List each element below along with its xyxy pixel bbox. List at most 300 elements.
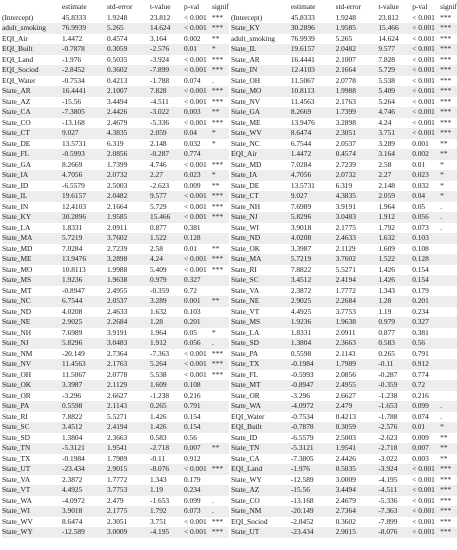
std-error-cell: 2.2684: [107, 317, 150, 328]
p-val-cell: < 0.001: [412, 128, 440, 139]
estimate-cell: 76.9939: [62, 23, 107, 34]
t-value-cell: 0.979: [150, 275, 184, 286]
table-row: [2, 160, 229, 171]
header-std-error: std-error: [107, 2, 150, 13]
table-row: [231, 401, 457, 412]
variable-cell: State_LA: [231, 328, 291, 339]
std-error-cell: 3.7753: [336, 307, 379, 318]
p-val-cell: 0.003: [184, 107, 212, 118]
estimate-cell: 4.7056: [62, 170, 107, 181]
std-error-cell: 1.7989: [336, 359, 379, 370]
std-error-cell: 1.9541: [336, 443, 379, 454]
std-error-cell: 3.2898: [336, 118, 379, 129]
variable-cell: State_NV: [2, 359, 62, 370]
table-row: [2, 170, 229, 181]
signif-cell: [440, 338, 457, 349]
estimate-cell: -20.149: [291, 506, 336, 517]
variable-cell: State_CT: [231, 191, 291, 202]
p-val-cell: 0.327: [412, 317, 440, 328]
header-signif: signif: [440, 2, 457, 11]
p-val-cell: < 0.001: [184, 464, 212, 475]
p-val-cell: < 0.001: [412, 118, 440, 129]
signif-cell: ***: [212, 359, 229, 370]
variable-cell: EQI_Built: [231, 422, 291, 433]
signif-cell: **: [440, 433, 457, 444]
estimate-cell: -4.0972: [291, 401, 336, 412]
table-row: [231, 139, 457, 150]
estimate-cell: -2.8452: [62, 65, 107, 76]
estimate-cell: 5.7219: [291, 254, 336, 265]
signif-cell: ***: [212, 517, 229, 528]
variable-cell: State_MT: [231, 380, 291, 391]
std-error-cell: 4.3835: [107, 128, 150, 139]
std-error-cell: 2.4955: [107, 286, 150, 297]
std-error-cell: 2.6627: [107, 391, 150, 402]
table-row: [2, 55, 229, 66]
t-value-cell: 5.729: [150, 202, 184, 213]
p-val-cell: 0.023: [184, 170, 212, 181]
std-error-cell: 2.479: [107, 496, 150, 507]
signif-cell: ***: [212, 65, 229, 76]
table-row: [231, 527, 457, 538]
variable-cell: State_MO: [231, 86, 291, 97]
table-row: [231, 328, 457, 339]
p-val-cell: 0.01: [184, 244, 212, 255]
estimate-cell: 11.4563: [291, 97, 336, 108]
signif-cell: ***: [212, 55, 229, 66]
t-value-cell: -7.899: [378, 517, 412, 528]
header-variable: [231, 2, 291, 13]
estimate-cell: 1.4472: [291, 149, 336, 160]
signif-cell: ***: [212, 97, 229, 108]
std-error-cell: 1.9638: [107, 275, 150, 286]
estimate-cell: -3.296: [62, 391, 107, 402]
variable-cell: State_IN: [231, 65, 291, 76]
variable-cell: EQI_Water: [2, 76, 62, 87]
signif-cell: **: [212, 107, 229, 118]
estimate-cell: 3.3987: [291, 244, 336, 255]
table-row: [231, 286, 457, 297]
header-p-val: p-val: [184, 2, 212, 13]
table-row: [2, 275, 229, 286]
std-error-cell: 2.7364: [107, 349, 150, 360]
p-val-cell: 0.01: [184, 44, 212, 55]
std-error-cell: 1.9988: [336, 86, 379, 97]
p-val-cell: 0.009: [412, 433, 440, 444]
t-value-cell: 0.265: [378, 349, 412, 360]
std-error-cell: 3.0483: [336, 212, 379, 223]
estimate-cell: -3.296: [291, 391, 336, 402]
variable-cell: State_NH: [231, 202, 291, 213]
table-row: [231, 506, 457, 517]
signif-cell: *: [212, 170, 229, 181]
signif-cell: .: [440, 212, 457, 223]
signif-cell: **: [440, 454, 457, 465]
p-val-cell: < 0.001: [412, 107, 440, 118]
std-error-cell: 1.9248: [107, 13, 150, 24]
signif-cell: **: [212, 296, 229, 307]
variable-cell: State_CO: [2, 118, 62, 129]
estimate-cell: 16.4441: [291, 55, 336, 66]
table-row: [231, 454, 457, 465]
variable-cell: State_MD: [2, 244, 62, 255]
signif-cell: ***: [440, 506, 457, 517]
estimate-cell: 13.9476: [291, 118, 336, 129]
estimate-cell: -0.7534: [62, 76, 107, 87]
estimate-cell: -6.5579: [291, 433, 336, 444]
table-row: [2, 401, 229, 412]
std-error-cell: 2.1775: [336, 223, 379, 234]
estimate-cell: -5.3121: [62, 443, 107, 454]
variable-cell: State_GA: [2, 160, 62, 171]
variable-cell: State_SC: [231, 275, 291, 286]
p-val-cell: 0.154: [412, 275, 440, 286]
std-error-cell: 3.0009: [336, 475, 379, 486]
table-row: [231, 443, 457, 454]
std-error-cell: 6.319: [107, 139, 150, 150]
std-error-cell: 2.4426: [107, 107, 150, 118]
std-error-cell: 0.5035: [107, 55, 150, 66]
t-value-cell: 7.828: [378, 55, 412, 66]
t-value-cell: 1.609: [150, 380, 184, 391]
p-val-cell: 0.128: [184, 233, 212, 244]
variable-cell: State_MS: [2, 275, 62, 286]
estimate-cell: 4.4925: [62, 485, 107, 496]
table-row: [2, 349, 229, 360]
t-value-cell: 1.964: [378, 202, 412, 213]
variable-cell: State_NV: [231, 97, 291, 108]
variable-cell: State_VT: [231, 307, 291, 318]
estimate-cell: 16.4441: [62, 86, 107, 97]
estimate-cell: -7.3805: [291, 454, 336, 465]
estimate-cell: 5.7219: [62, 233, 107, 244]
table-row: [2, 464, 229, 475]
t-value-cell: 3.289: [378, 139, 412, 150]
std-error-cell: 3.0483: [107, 338, 150, 349]
p-val-cell: 0.073: [184, 506, 212, 517]
p-val-cell: < 0.001: [184, 13, 212, 24]
signif-cell: *: [440, 160, 457, 171]
estimate-cell: -0.1984: [291, 359, 336, 370]
table-row: [2, 13, 229, 24]
t-value-cell: 5.409: [378, 86, 412, 97]
p-val-cell: < 0.001: [412, 55, 440, 66]
std-error-cell: 2.0856: [336, 370, 379, 381]
variable-cell: adult_smoking: [231, 34, 291, 45]
variable-cell: State_KY: [2, 212, 62, 223]
table-row: [2, 296, 229, 307]
variable-cell: State_VA: [2, 475, 62, 486]
p-val-cell: 0.774: [184, 149, 212, 160]
variable-cell: EQI_Water: [231, 412, 291, 423]
std-error-cell: 3.4494: [107, 97, 150, 108]
t-value-cell: -2.623: [150, 181, 184, 192]
t-value-cell: 1.522: [150, 233, 184, 244]
table-row: [2, 359, 229, 370]
std-error-cell: 5.5271: [336, 265, 379, 276]
p-val-cell: 0.001: [412, 139, 440, 150]
table-row: [2, 181, 229, 192]
p-val-cell: < 0.001: [184, 265, 212, 276]
variable-cell: EQI_Air: [231, 149, 291, 160]
std-error-cell: 2.0732: [107, 170, 150, 181]
estimate-cell: 10.8113: [291, 86, 336, 97]
table-row: [2, 506, 229, 517]
signif-cell: [212, 286, 229, 297]
variable-cell: State_VA: [231, 286, 291, 297]
estimate-cell: 4.0208: [62, 307, 107, 318]
table-row: [231, 44, 457, 55]
p-val-cell: < 0.001: [412, 44, 440, 55]
table-row: [231, 296, 457, 307]
p-val-cell: 0.381: [412, 328, 440, 339]
table-row: [2, 370, 229, 381]
t-value-cell: 2.27: [150, 170, 184, 181]
table-row: [2, 412, 229, 423]
variable-cell: State_CT: [2, 128, 62, 139]
std-error-cell: 0.5035: [336, 464, 379, 475]
estimate-cell: 8.2669: [62, 160, 107, 171]
signif-cell: ***: [440, 44, 457, 55]
signif-cell: **: [440, 139, 457, 150]
t-value-cell: -7.899: [150, 65, 184, 76]
p-val-cell: < 0.001: [184, 349, 212, 360]
signif-cell: [440, 370, 457, 381]
p-val-cell: < 0.001: [184, 97, 212, 108]
signif-cell: ***: [212, 13, 229, 24]
signif-cell: *: [440, 422, 457, 433]
signif-cell: [212, 422, 229, 433]
p-val-cell: 0.007: [412, 443, 440, 454]
p-val-cell: < 0.001: [184, 359, 212, 370]
estimate-cell: -0.1984: [62, 454, 107, 465]
std-error-cell: 0.3059: [107, 44, 150, 55]
estimate-cell: -0.7534: [291, 412, 336, 423]
signif-cell: [212, 475, 229, 486]
estimate-cell: 13.5731: [291, 181, 336, 192]
variable-cell: State_DE: [231, 181, 291, 192]
signif-cell: [440, 233, 457, 244]
estimate-cell: -12.589: [62, 527, 107, 538]
variable-cell: State_WI: [2, 506, 62, 517]
estimate-cell: 7.8822: [62, 412, 107, 423]
t-value-cell: 9.577: [150, 191, 184, 202]
t-value-cell: -0.287: [378, 370, 412, 381]
p-val-cell: 0.103: [184, 307, 212, 318]
p-val-cell: 0.099: [184, 496, 212, 507]
table-row: [2, 34, 229, 45]
p-val-cell: 0.002: [412, 149, 440, 160]
variable-cell: State_ND: [2, 307, 62, 318]
std-error-cell: 0.4213: [107, 76, 150, 87]
variable-cell: State_NH: [2, 328, 62, 339]
signif-cell: ***: [212, 349, 229, 360]
estimate-cell: 7.0284: [62, 244, 107, 255]
t-value-cell: -1.653: [378, 401, 412, 412]
signif-cell: [212, 223, 229, 234]
p-val-cell: 0.791: [412, 349, 440, 360]
p-val-cell: < 0.001: [184, 212, 212, 223]
estimate-cell: 8.6474: [291, 128, 336, 139]
std-error-cell: 4.3835: [336, 191, 379, 202]
table-row: [231, 496, 457, 507]
p-val-cell: 0.032: [184, 139, 212, 150]
table-row: [2, 254, 229, 265]
variable-cell: State_MD: [231, 160, 291, 171]
t-value-cell: 2.059: [378, 191, 412, 202]
t-value-cell: -4.195: [150, 527, 184, 538]
signif-cell: [440, 328, 457, 339]
std-error-cell: 0.3602: [336, 517, 379, 528]
signif-cell: *: [212, 139, 229, 150]
t-value-cell: 1.19: [150, 485, 184, 496]
estimate-cell: 19.6157: [291, 44, 336, 55]
table-row: [2, 527, 229, 538]
estimate-cell: 7.6989: [291, 202, 336, 213]
p-val-cell: 0.001: [184, 296, 212, 307]
variable-cell: State_WA: [2, 496, 62, 507]
t-value-cell: -0.287: [150, 149, 184, 160]
t-value-cell: 0.583: [378, 338, 412, 349]
t-value-cell: 1.19: [378, 307, 412, 318]
p-val-cell: 0.72: [412, 380, 440, 391]
table-row: [231, 34, 457, 45]
t-value-cell: -7.363: [378, 506, 412, 517]
signif-cell: .: [440, 412, 457, 423]
signif-cell: [212, 233, 229, 244]
table-row: [2, 380, 229, 391]
variable-cell: State_WA: [231, 401, 291, 412]
std-error-cell: 2.0911: [107, 223, 150, 234]
t-value-cell: -8.076: [378, 527, 412, 538]
t-value-cell: 7.828: [150, 86, 184, 97]
p-val-cell: 0.108: [184, 380, 212, 391]
table-row: [2, 443, 229, 454]
estimate-cell: 13.5731: [62, 139, 107, 150]
signif-cell: ***: [440, 496, 457, 507]
signif-cell: ***: [212, 202, 229, 213]
variable-cell: State_PA: [2, 401, 62, 412]
variable-cell: State_TN: [231, 443, 291, 454]
table-row: [231, 55, 457, 66]
variable-cell: State_GA: [231, 107, 291, 118]
std-error-cell: 2.7239: [107, 244, 150, 255]
p-val-cell: 0.056: [184, 338, 212, 349]
signif-cell: **: [212, 244, 229, 255]
estimate-cell: 4.7056: [291, 170, 336, 181]
signif-cell: .: [212, 76, 229, 87]
t-value-cell: 4.746: [378, 107, 412, 118]
std-error-cell: 3.9191: [336, 202, 379, 213]
p-val-cell: < 0.001: [184, 191, 212, 202]
t-value-cell: 3.164: [378, 149, 412, 160]
estimate-cell: 0.5598: [291, 349, 336, 360]
signif-cell: [440, 244, 457, 255]
variable-cell: State_FL: [2, 149, 62, 160]
estimate-cell: 19.6157: [62, 191, 107, 202]
std-error-cell: 2.1143: [107, 401, 150, 412]
table-row: [231, 412, 457, 423]
estimate-cell: 2.3872: [62, 475, 107, 486]
p-val-cell: < 0.001: [184, 254, 212, 265]
signif-cell: [440, 380, 457, 391]
variable-cell: State_VT: [2, 485, 62, 496]
estimate-cell: -1.976: [62, 55, 107, 66]
table-row: [2, 118, 229, 129]
table-row: [2, 422, 229, 433]
variable-cell: State_MA: [2, 233, 62, 244]
signif-cell: **: [212, 34, 229, 45]
t-value-cell: -7.363: [150, 349, 184, 360]
t-value-cell: 3.164: [150, 34, 184, 45]
signif-cell: ***: [440, 76, 457, 87]
variable-cell: State_UT: [2, 464, 62, 475]
std-error-cell: 2.1763: [336, 97, 379, 108]
variable-cell: State_NE: [2, 317, 62, 328]
signif-cell: ***: [212, 464, 229, 475]
estimate-cell: 6.7544: [291, 139, 336, 150]
table-row: [231, 244, 457, 255]
t-value-cell: -2.623: [378, 433, 412, 444]
signif-cell: ***: [440, 23, 457, 34]
variable-cell: State_IL: [2, 191, 62, 202]
t-value-cell: 1.426: [378, 265, 412, 276]
p-val-cell: 0.032: [412, 181, 440, 192]
std-error-cell: 2.4633: [336, 233, 379, 244]
table-row: [231, 76, 457, 87]
header-estimate: estimate: [291, 2, 336, 13]
p-val-cell: 0.009: [184, 181, 212, 192]
table-row: [231, 107, 457, 118]
estimate-cell: -13.168: [291, 496, 336, 507]
variable-cell: State_CA: [231, 454, 291, 465]
table-row: [231, 422, 457, 433]
t-value-cell: 1.426: [150, 412, 184, 423]
estimate-cell: 1.4472: [62, 34, 107, 45]
std-error-cell: 0.4574: [336, 149, 379, 160]
t-value-cell: 2.059: [150, 128, 184, 139]
estimate-cell: -13.168: [62, 118, 107, 129]
p-val-cell: 0.381: [184, 223, 212, 234]
signif-cell: .: [440, 202, 457, 213]
variable-cell: State_MS: [231, 317, 291, 328]
p-val-cell: 0.074: [184, 76, 212, 87]
std-error-cell: 2.4426: [336, 454, 379, 465]
estimate-cell: 13.9476: [62, 254, 107, 265]
table-row: [231, 65, 457, 76]
signif-cell: *: [440, 170, 457, 181]
estimate-cell: -0.7878: [291, 422, 336, 433]
std-error-cell: 2.4955: [336, 380, 379, 391]
p-val-cell: 0.774: [412, 370, 440, 381]
t-value-cell: 0.877: [378, 328, 412, 339]
table-row: [2, 86, 229, 97]
estimate-cell: 11.5067: [291, 76, 336, 87]
p-val-cell: < 0.001: [412, 496, 440, 507]
signif-cell: ***: [440, 107, 457, 118]
std-error-cell: 1.7989: [107, 454, 150, 465]
t-value-cell: 2.148: [150, 139, 184, 150]
header-estimate: estimate: [62, 2, 107, 13]
std-error-cell: 2.3051: [107, 517, 150, 528]
p-val-cell: 0.179: [412, 286, 440, 297]
p-val-cell: 0.201: [412, 296, 440, 307]
std-error-cell: 1.9248: [336, 13, 379, 24]
signif-cell: ***: [440, 485, 457, 496]
signif-cell: *: [440, 181, 457, 192]
t-value-cell: -5.336: [378, 496, 412, 507]
std-error-cell: 3.2898: [107, 254, 150, 265]
